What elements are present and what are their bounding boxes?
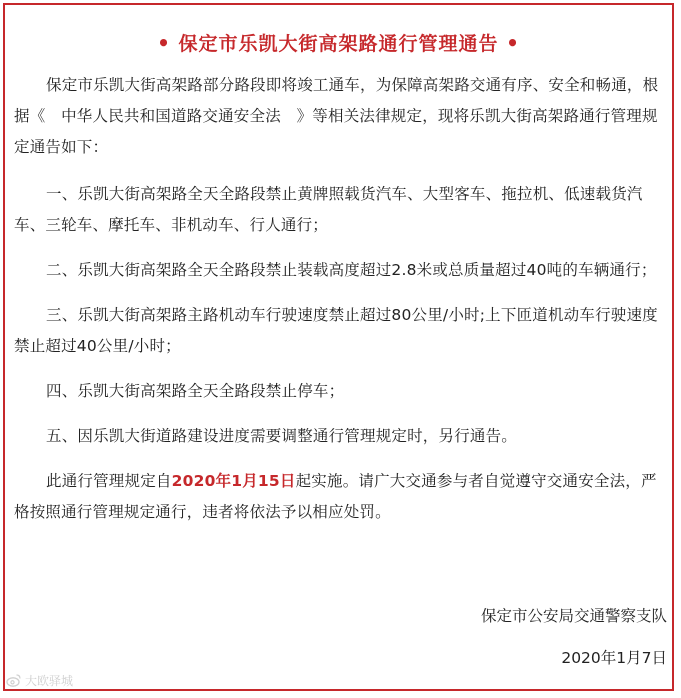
issue-date: 2020年1月7日	[561, 649, 667, 667]
watermark-text: 大欧驿城	[25, 674, 74, 688]
issuer-name: 保定市公安局交通警察支队	[480, 607, 667, 625]
effective-prefix: 此通行管理规定自	[46, 472, 172, 490]
title-bullet-left: •	[157, 31, 171, 55]
title-bullet-right: •	[506, 31, 520, 55]
notice-item-2: 二、乐凯大街高架路全天全路段禁止装载高度超过2.8米或总质量超过40吨的车辆通行；	[46, 261, 657, 279]
weibo-icon	[6, 672, 22, 688]
watermark	[6, 672, 73, 689]
effective-suffix: 起实施。请广大交通参与者自觉遵守交通安全法，严格按照通行管理规定通行，违者将依法予以相应处罚。	[14, 472, 657, 521]
title-text: 保定市乐凯大街高架路通行管理通告	[178, 33, 499, 55]
notice-item-1: 一、乐凯大街高架路全天全路段禁止黄牌照载货汽车、大型客车、拖拉机、低速载货汽车、三轮车、摩托车、非机动车、行人通行；	[14, 185, 643, 234]
notice-title	[0, 29, 677, 56]
notice-item-4: 四、乐凯大街高架路全天全路段禁止停车；	[46, 382, 345, 400]
notice-body	[14, 70, 664, 542]
notice-item-3: 三、乐凯大街高架路主路机动车行驶速度禁止超过80公里/小时;上下匝道机动车行驶速度禁止超过40公里/小时；	[14, 306, 658, 355]
effective-paragraph	[14, 466, 664, 528]
effective-date: 2020年1月15日	[171, 472, 296, 490]
notice-intro: 保定市乐凯大街高架路部分路段即将竣工通车，为保障高架路交通有序、安全和畅通，根据《 中华人民共和国道路交通安全法 》等相关法律规定，现将乐凯大街高架路通行管理规定通告如下：	[14, 76, 659, 156]
notice-item-5: 五、因乐凯大街道路建设进度需要调整通行管理规定时，另行通告。	[46, 427, 518, 445]
